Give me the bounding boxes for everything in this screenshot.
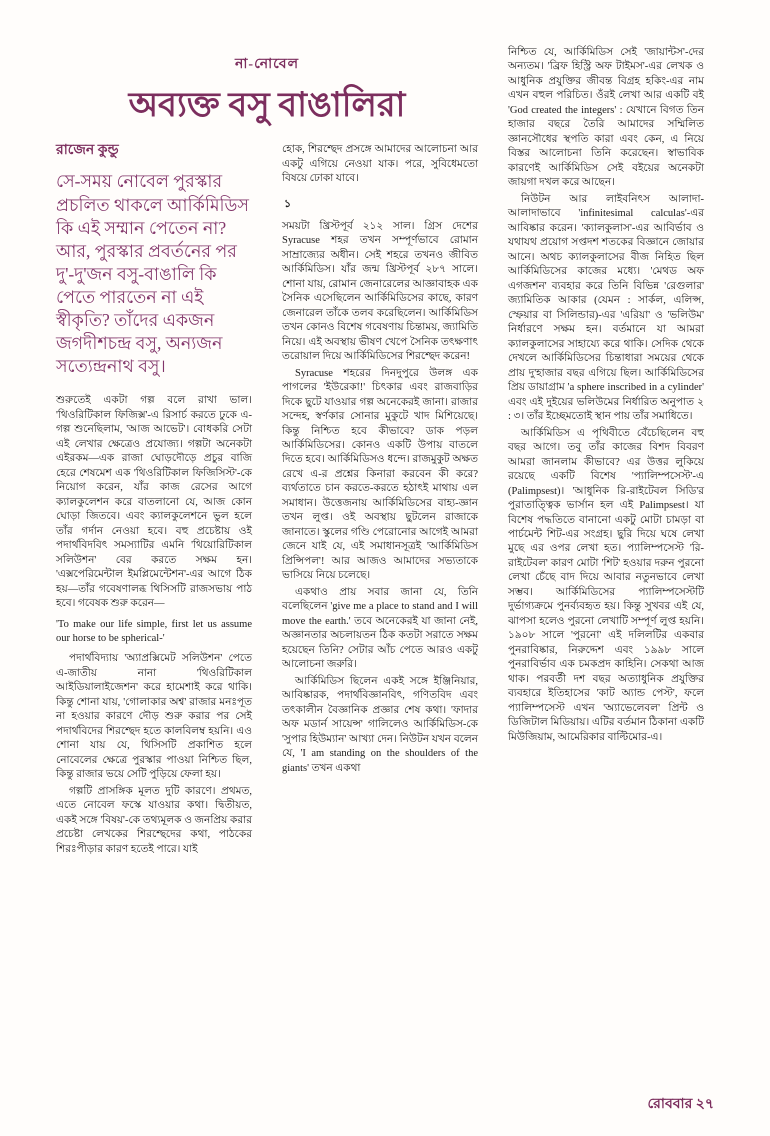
column-2 xyxy=(282,141,478,859)
body-paragraph: সময়টা খ্রিস্টপূর্ব ২১২ সাল। গ্রিস দেশের Syracuse শহর তখন সম্পূর্ণভাবে রোমান সাম্রাজ্যের অধীন। সেই শহরে তখনও জীবিত আর্কিমিডিস। যাঁর জন্ম খ্রিস্টপূর্ব ২৮৭ সালে। শোনা যায়, রোমান জেনারেলের আজ্ঞাবাহক এক সৈনিক এসেছিলেন আর্কিমিডিসের কাছে, কারণ জেনারেল তাঁকে তলব করেছিলেন। আর্কিমিডিস তখন কোনও বিশেষ গবেষণায় চিন্তাময়, জ্যামিতি নিয়ে। এই অবস্থায় ভীষণ খেপে সৈনিক তৎক্ষণাৎ তরোয়াল দিয়ে আর্কিমিডিসের শিরশ্ছেদ করেন! xyxy=(282,220,478,363)
column-1 xyxy=(56,141,252,859)
body-paragraph: নিউটন আর লাইবনিৎস আলাদা-আলাদাভাবে 'infinitesimal calculas'-এর আবিষ্কার করেন। 'ক্যালকুলাস'-এর আবির্ভাব ও যথাযথ প্রয়োগ সপ্তদশ শতকের বিজ্ঞানে জোয়ার আনে। অথচ ক্যালকুলাসের বীজ নিহিত ছিল আর্কিমিডিসের কাজের মধ্যে। 'মেথড অফ এগজশন' ব্যবহার করে তিনি বিভিন্ন 'রেগুলার' জ্যামিতিক আকার (যেমন : সার্কল, এলিপ্স, স্ফেয়ার বা সিলিন্ডার)-এর 'এরিয়া' ও 'ভলিউম' নির্ধারণে সক্ষম হন। বর্তমানে যা আমরা ক্যালকুলাসের সাহায্যে করে থাকি। সেদিক থেকে দেখলে আর্কিমিডিসের চিন্তাধারা সময়ের থেকে প্রায় দু'হাজার বছর এগিয়ে ছিল। আর্কিমিডিসের প্রিয় ডায়াগ্রাম 'a sphere inscribed in a cylinder' এবং এই দুইয়ের ভলিউমের নির্ধারিত অনুপাত ২ : ৩। তাঁর ইচ্ছেমতোই স্থান পায় তাঁর সমাধিতে। xyxy=(508,193,704,423)
body-paragraph: শুরুতেই একটা গল্প বলে রাখা ভাল। 'থিওরিটিকাল ফিজিক্স'-এ রিসার্চ করতে ঢুকে এ-গল্প শুনেছিলাম, 'আজ আভেট'। বোধকরি সেটা এই লেখার ক্ষেত্রেও প্রযোজ্য। গল্পটা অনেকটা এইরকম—এক রাজা ঘোড়দৌড়ে প্রচুর বাজি হেরে শেষমেশ এক 'থিওরিটিকাল ফিজিসিস্ট'-কে নিয়োগ করেন, যাঁর কাজ রেসের আগে ক্যালকুলেশন করে বাতলানো যে, আজ কোন ঘোড়া জিতবে। এবং ক্যালকুলেশনে ভুল হলে তাঁর গর্দান নেওয়া হবে। বহু প্রচেষ্টায় ওই পদার্থবিদবিৎ সমস্যাটির এমনি 'থিয়োরিটিকাল সলিউশন' বের করতে সক্ষম হন। 'এক্সপেরিমেন্টাল ইমপ্লিমেন্টেশন'-এর আগে ঠিক হয়—তাঁর গবেষণালব্ধ থিসিসটি রাজসভায় পাঠ হবে। গবেষক শুরু করেন— xyxy=(56,395,252,610)
column-3 xyxy=(508,46,704,859)
lede-paragraph: সে-সময় নোবেল পুরস্কার প্রচলিত থাকলে আর্কিমিডিস কি এই সম্মান পেতেন না? আর, পুরস্কার প্রবর্তনের পর দু'-দু'জন বসু-বাঙালি কি পেতে পারতেন না এই স্বীকৃতি? তাঁদের একজন জগদীশচন্দ্র বসু, অন্যজন সত্যেন্দ্রনাথ বসু। xyxy=(56,171,249,377)
body-paragraph: পদার্থবিদ্যায় 'অ্যাপ্রক্সিমেট সলিউশন' পেতে এ-জাতীয় নানা 'থিওরিটিকাল আইডিয়ালাইজেশন' করে হামেশাই করে থাকি। কিন্তু শোনা যায়, 'গোলাকার অশ্ব' রাজার মনঃপূত না হওয়ার কারণে দৌড় শুরু করার পর সেই পদার্থবিদের শিরশ্ছেদ হতে কালবিলম্ব হয়নি। এও শোনা যায় যে, থিসিসটি প্রকাশিত হলে নোবেলের ক্ষেত্রে পুরস্কার পাওয়া নিশ্চিত ছিল, কিন্তু রাজার ভয়ে সেটি পুড়িয়ে ফেলা হয়। xyxy=(56,653,252,781)
quote-paragraph: 'To make our life simple, first let us assume our horse to be spherical-' xyxy=(56,618,252,644)
kicker: না-নোবেল xyxy=(234,57,300,72)
page-footer-folio: রোববার ২৭ xyxy=(647,1097,714,1112)
body-paragraph: নিশ্চিত যে, আর্কিমিডিস সেই 'জায়ান্টস'-দের অন্যতম। 'ব্রিফ হিস্ট্রি অফ টাইমস'-এর লেখক ও আধুনিক প্রযুক্তির জীবন্ত বিগ্রহ হকিং-এর নাম এখন বহুল পরিচিত। ওঁরই লেখা আর একটি বই 'God created the integers' : যেখানে বিগত তিন হাজার বছরে তৈরি আমাদের সম্মিলিত জ্ঞানসৌধের স্থপতি কারা এবং কেন, এ নিয়ে বিস্তর আলোচনা তিনি করেছেন। স্বাভাবিক কারণেই আর্কিমিডিস সেই বইয়ের অনেকটা জায়গা দখল করে আছেন। xyxy=(508,47,704,189)
body-paragraph: হোক, শিরশ্ছেদ প্রসঙ্গে আমাদের আলোচনা আর একটু এগিয়ে নেওয়া যাক। পরে, সুবিধেমতো বিষয়ে ঢোকা যাবে। xyxy=(282,144,478,185)
article-header xyxy=(56,46,478,141)
section-number: ১ xyxy=(284,197,292,210)
body-paragraph: Syracuse শহরের দিনদুপুরে উলঙ্গ এক পাগলের 'ইউরেকা!' চিৎকার এবং রাজবাড়ির দিকে ছুটে যাওয়ার গল্প অনেকেরই জানা। রাজার সন্দেহ, স্বর্ণকার সোনার মুকুটে খাদ মিশিয়েছে। কিন্তু নিশ্চিত হবে কীভাবে? ডাক পড়ল আর্কিমিডিসের। কোনও একটি উপায় বাতলে দিতে হবে। আর্কিমিডিসও ধন্দে। রাজমুকুট অক্ষত রেখে এ-র প্রশ্নের কিনারা করবেন কী করে? ব্যর্থতাতে চান করতে-করতে হঠাৎই মাথায় এল সমাধান। উত্তেজনায় আর্কিমিডিসের বাহ্য-জ্ঞান তখন লুপ্ত। ওই অবস্থায় ছুটলেন রাজাকে জানাতে। স্কুলের গণ্ডি পেরোনোর আগেই আমরা জেনে যাই যে, এই সমাধানসূত্রই 'আর্কিমিডিস প্রিন্সিপল'! আর আজও আমাদের সভ্যতাকে ভাসিয়ে নিয়ে চলেছে। xyxy=(282,367,478,582)
article-grid xyxy=(56,46,714,859)
page-title: অব্যক্ত বসু বাঙালিরা xyxy=(128,87,406,124)
body-paragraph: আর্কিমিডিস ছিলেন একই সঙ্গে ইঞ্জিনিয়ার, আবিষ্কারক, পদার্থবিজ্ঞানবিৎ, গণিতবিদ এবং তৎকালীন বৈজ্ঞানিক প্রজ্ঞার শেষ কথা। 'ফাদার অফ মডার্ন সায়েন্স' গালিলেও আর্কিমিডিস-কে 'সুপার হিউম্যান' আখ্যা দেন। নিউটন যখন বলেন যে, 'I am standing on the shoulders of the giants' তখন একথা xyxy=(282,675,478,774)
byline: রাজেন কুন্ডু xyxy=(56,143,119,159)
body-paragraph: আর্কিমিডিস এ পৃথিবীতে বেঁচেছিলেন বহু বছর আগে। তবু তাঁর কাজের বিশদ বিবরণ আমরা জানলাম কীভাবে? এর উত্তর লুকিয়ে রয়েছে একটি বিশেষ 'প্যালিম্পসেস্ট'-এ (Palimpsest)। 'আধুনিক রি-রাইটেবল সিডি'র পুরাতাত্ত্বিক ভার্সান হল এই Palimpsest। যা বিশেষ পদ্ধতিতে বানানো একটু মোটা চামড়া বা পার্চমেন্ট শিট-এর সংগ্রহ। ছুরি দিয়ে ঘষে লেখা মুছে এর ওপর লেখা হত। প্যালিম্পসেস্ট 'রি-রাইটেবল' কারণ মোটা 'শিট' হওয়ার দরুন পুরনো লেখা চেঁছে বাদ দিয়ে আবার নতুনভাবে লেখা সম্ভব। আর্কিমিডিসের প্যালিম্পসেস্টটি দুর্ভাগ্যক্রমে পুনর্ব্যবহৃত হয়। কিন্তু সুখবর এই যে, ঝাপসা হলেও পুরনো লেখাটি সম্পূর্ণ লুপ্ত হয়নি। ১৯০৮ সালে 'পুরনো' এই দলিলটির একবার পুনরাবিষ্কার, নিরুদ্দেশ এবং ১৯৯৮ সালে পুনরাবির্ভাব এক চমকপ্রদ কাহিনি। সেকথা আজ থাক। পরবর্তী দশ বছর অত্যাধুনিক প্রযুক্তির ব্যবহারে ইতিহাসের 'কাট অ্যান্ড পেস্ট', ফলে প্যালিম্পসেস্ট এখন 'অ্যাভেলেবল' প্রিন্ট ও ডিজিটাল মিডিয়ায়। এটির বর্তমান ঠিকানা একটি মিউজিয়াম, আমেরিকার বাল্টিমোর-এ। xyxy=(508,427,704,743)
body-paragraph: গল্পটি প্রাসঙ্গিক মূলত দুটি কারণে। প্রথমত, এতে নোবেল ফস্কে যাওয়ার কথা। দ্বিতীয়ত, একই সঙ্গে 'বিষয়'-কে তথ্যমূলক ও জনপ্রিয় করার প্রচেষ্টা লেখকের শিরশ্ছেদের কথা, পাঠকের শিরঃপীড়ার কারণ হতেই পারে। যাই xyxy=(56,785,252,855)
body-paragraph: একথাও প্রায় সবার জানা যে, তিনি বলেছিলেন 'give me a place to stand and I will move the earth.' তবে অনেকেরই যা জানা নেই, অজ্ঞানতার অচলায়তন ঠিক কতটা সরাতে সক্ষম হয়েছেন তিনি? সেটার আঁচ পেতে আরও একটু আলোচনা জরুরি। xyxy=(282,586,478,671)
